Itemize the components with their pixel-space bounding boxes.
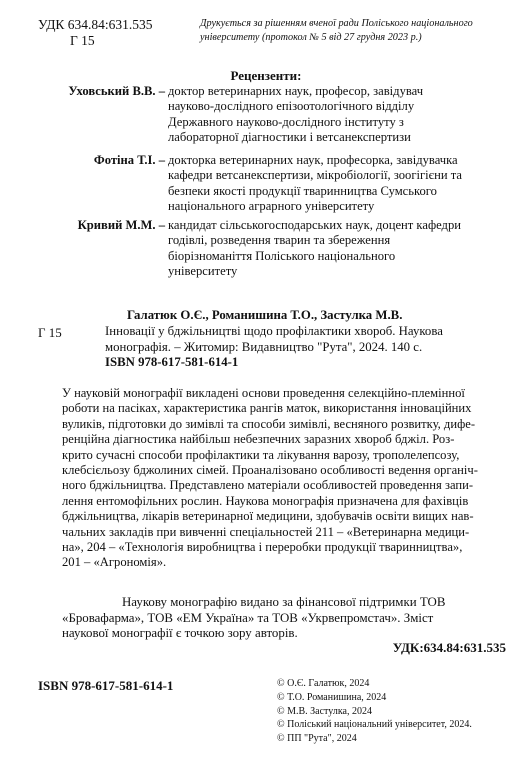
- copyright-line: © Т.О. Романишина, 2024: [277, 691, 387, 703]
- funding-rest: «Бровафарма», ТОВ «ЕМ Україна» та ТОВ «Укрвепромстач». Зміст наукової монографії є точкою зору авторів.: [62, 610, 434, 641]
- reviewer-entry: [77, 218, 513, 280]
- copyright-line: © О.Є. Галатюк, 2024: [277, 678, 370, 689]
- reviewer-entry: [93, 153, 513, 215]
- reviewer-description: докторка ветеринарних наук, професорка, завідувачка кафедри ветсанекспертизи, мікробіології, зоогігієни та безпеки якості продукції тваринництва Сумського національного аграрного університету: [168, 153, 462, 214]
- reviewer-name: Уховський В.В. –: [68, 84, 165, 98]
- reviewer-name: Кривий М.М. –: [77, 218, 165, 232]
- isbn-footer: ISBN 978-617-581-614-1: [38, 678, 174, 693]
- copyright-line: © Поліський національний університет, 2024.: [277, 719, 472, 731]
- catalog-authors: Галатюк О.Є., Романишина Т.О., Застулка М.В.: [127, 308, 403, 322]
- catalog-record: [105, 308, 505, 371]
- approval-note: Друкується за рішенням вченої ради Поліського національного університету (протокол № 5 від 27 грудня 2023 р.): [200, 18, 473, 43]
- copyright-line: © ПП "Рута", 2024: [277, 733, 357, 745]
- funding-note: [62, 579, 507, 642]
- funding-first-line: Наукову монографію видано за фінансової підтримки ТОВ: [122, 594, 446, 609]
- reviewer-description: доктор ветеринарних наук, професор, завідувач науково-дослідного епізоотологічного відділу Державного науково-дослідного інституту з лабораторної діагностики і ветсанекспертизи: [168, 84, 424, 145]
- index-code: Г 15: [70, 33, 95, 48]
- reviewer-description: кандидат сільськогосподарських наук, доцент кафедри годівлі, розведення тварин та збереження біорізноманіття Поліського національного університету: [168, 218, 461, 279]
- udk-header-block: [38, 17, 153, 49]
- udk-code: УДК 634.84:631.535: [38, 17, 153, 32]
- catalog-isbn: ISBN 978-617-581-614-1: [105, 355, 239, 370]
- copyright-list: [277, 677, 472, 746]
- catalog-index-code: Г 15: [38, 325, 62, 340]
- reviewers-title: Рецензенти:: [230, 68, 302, 83]
- udk-footer: УДК:634.84:631.535: [392, 640, 506, 655]
- catalog-description: Інновації у бджільництві щодо профілактики хвороб. Наукова монографія. – Житомир: Видавництво "Рута", 2024. 140 с.: [105, 323, 443, 354]
- abstract-text: У науковій монографії викладені основи проведення селекційно-племінної роботи на пасіках, характеристика рангів маток, використання інноваційних вуликів, підготовки до зимівлі та способи зимівлі, весняного розвитку, дифе- ренційна діагностика найбільш небезпечних заразних хвороб бджіл. Роз- крито сучасні способи профілактики та лікування варозу, трополелепсозу, клебсієльозу бджолиних сімей. Проаналізовано особливості ведення органіч- ного бджільництва. Представлено матеріали особливостей проведення запи- лення ентомофільних рослин. Наукова монографія призначена для фахівців бджільництва, лікарів ветеринарної медицини, здобувачів освіти вищих нав- чальних закладів при вивченні спеціальностей 211 – «Ветеринарна медици- на», 204 – «Технологія виробництва і переробки продукції тваринництва», 201 – «Агрономія».: [62, 386, 478, 570]
- reviewer-entry: [68, 84, 513, 146]
- reviewer-name: Фотіна Т.І. –: [93, 153, 165, 167]
- copyright-line: © М.В. Застулка, 2024: [277, 705, 372, 717]
